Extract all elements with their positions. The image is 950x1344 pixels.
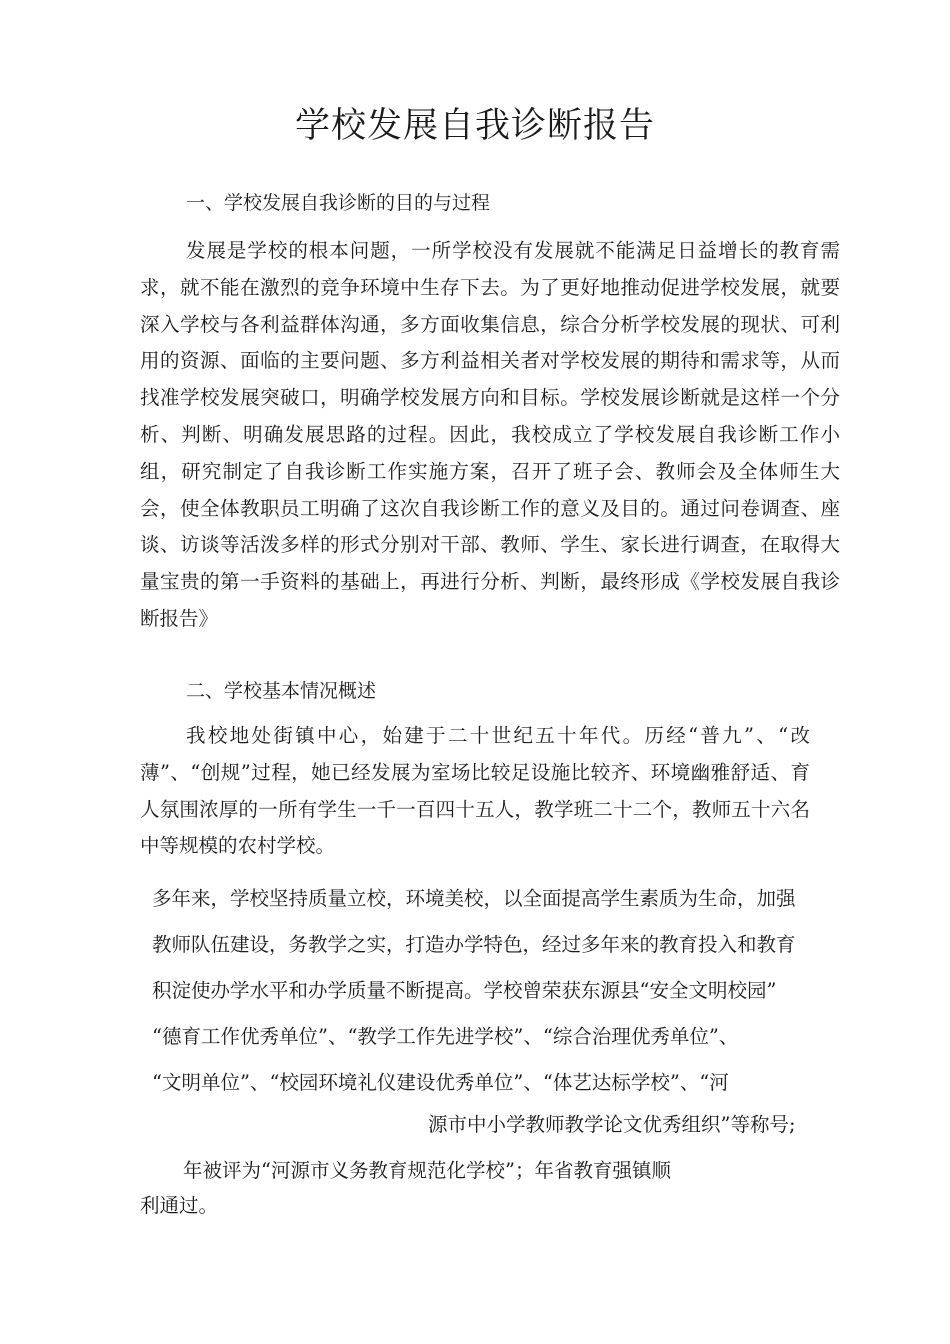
section-1-paragraph: 发展是学校的根本问题，一所学校没有发展就不能满足日益增长的教育需求，就不能在激烈的竞争环境中生存下去。为了更好地推动促进学校发展，就要深入学校与各利益群体沟通，多方面收集信息，综合分析学校发展的现状、可利用的资源、面临的主要问题、多方利益相关者对学校发展的期待和需求等，从而找准学校发展突破口，明确学校发展方向和目标。学校发展诊断就是这样一个分析、判断、明确发展思路的过程。因此，我校成立了学校发展自我诊断工作小组，研究制定了自我诊断工作实施方案，召开了班子会、教师会及全体师生大会，使全体教职员工明确了这次自我诊断工作的意义及目的。通过问卷调查、座谈、访谈等活泼多样的形式分别对干部、教师、学生、家长进行调查，在取得大量宝贵的第一手资料的基础上，再进行分析、判断，最终形成《学校发展自我诊断报告》: [140, 239, 840, 630]
section-1-heading: 一、学校发展自我诊断的目的与过程: [186, 192, 491, 214]
honors-line-5: “文明单位”、“校园环境礼仪建设优秀单位”、“体艺达标学校”、“河: [152, 1071, 729, 1094]
closing-line-1: 年被评为“河源市义务教育规范化学校”；年省教育强镇顺: [183, 1159, 671, 1182]
document-title: 学校发展自我诊断报告: [294, 106, 655, 146]
honors-line-1: 多年来，学校坚持质量立校，环境美校，以全面提高学生素质为生命，加强: [152, 887, 796, 910]
section-2-heading: 二、学校基本情况概述: [186, 680, 377, 702]
closing-line-2: 利通过。: [140, 1194, 219, 1217]
section-2-paragraph: 我校地处街镇中心，始建于二十世纪五十年代。历经“普九”、“改薄”、“创规”过程，她已经发展为室场比较足设施比较齐、环境幽雅舒适、育人氛围浓厚的一所有学生一千一百四十五人，教学班二十二个，教师五十六名中等规模的农村学校。: [140, 724, 810, 858]
honors-line-4: “德育工作优秀单位”、“教学工作先进学校”、“综合治理优秀单位”、: [152, 1025, 739, 1048]
honors-line-2: 教师队伍建设，务教学之实，打造办学特色，经过多年来的教育投入和教育: [152, 933, 796, 956]
honors-line-3: 积淀使办学水平和办学质量不断提高。学校曾荣获东源县“安全文明校园”: [152, 979, 777, 1002]
honors-line-6: 源市中小学教师教学论文优秀组织”等称号;: [428, 1113, 796, 1136]
